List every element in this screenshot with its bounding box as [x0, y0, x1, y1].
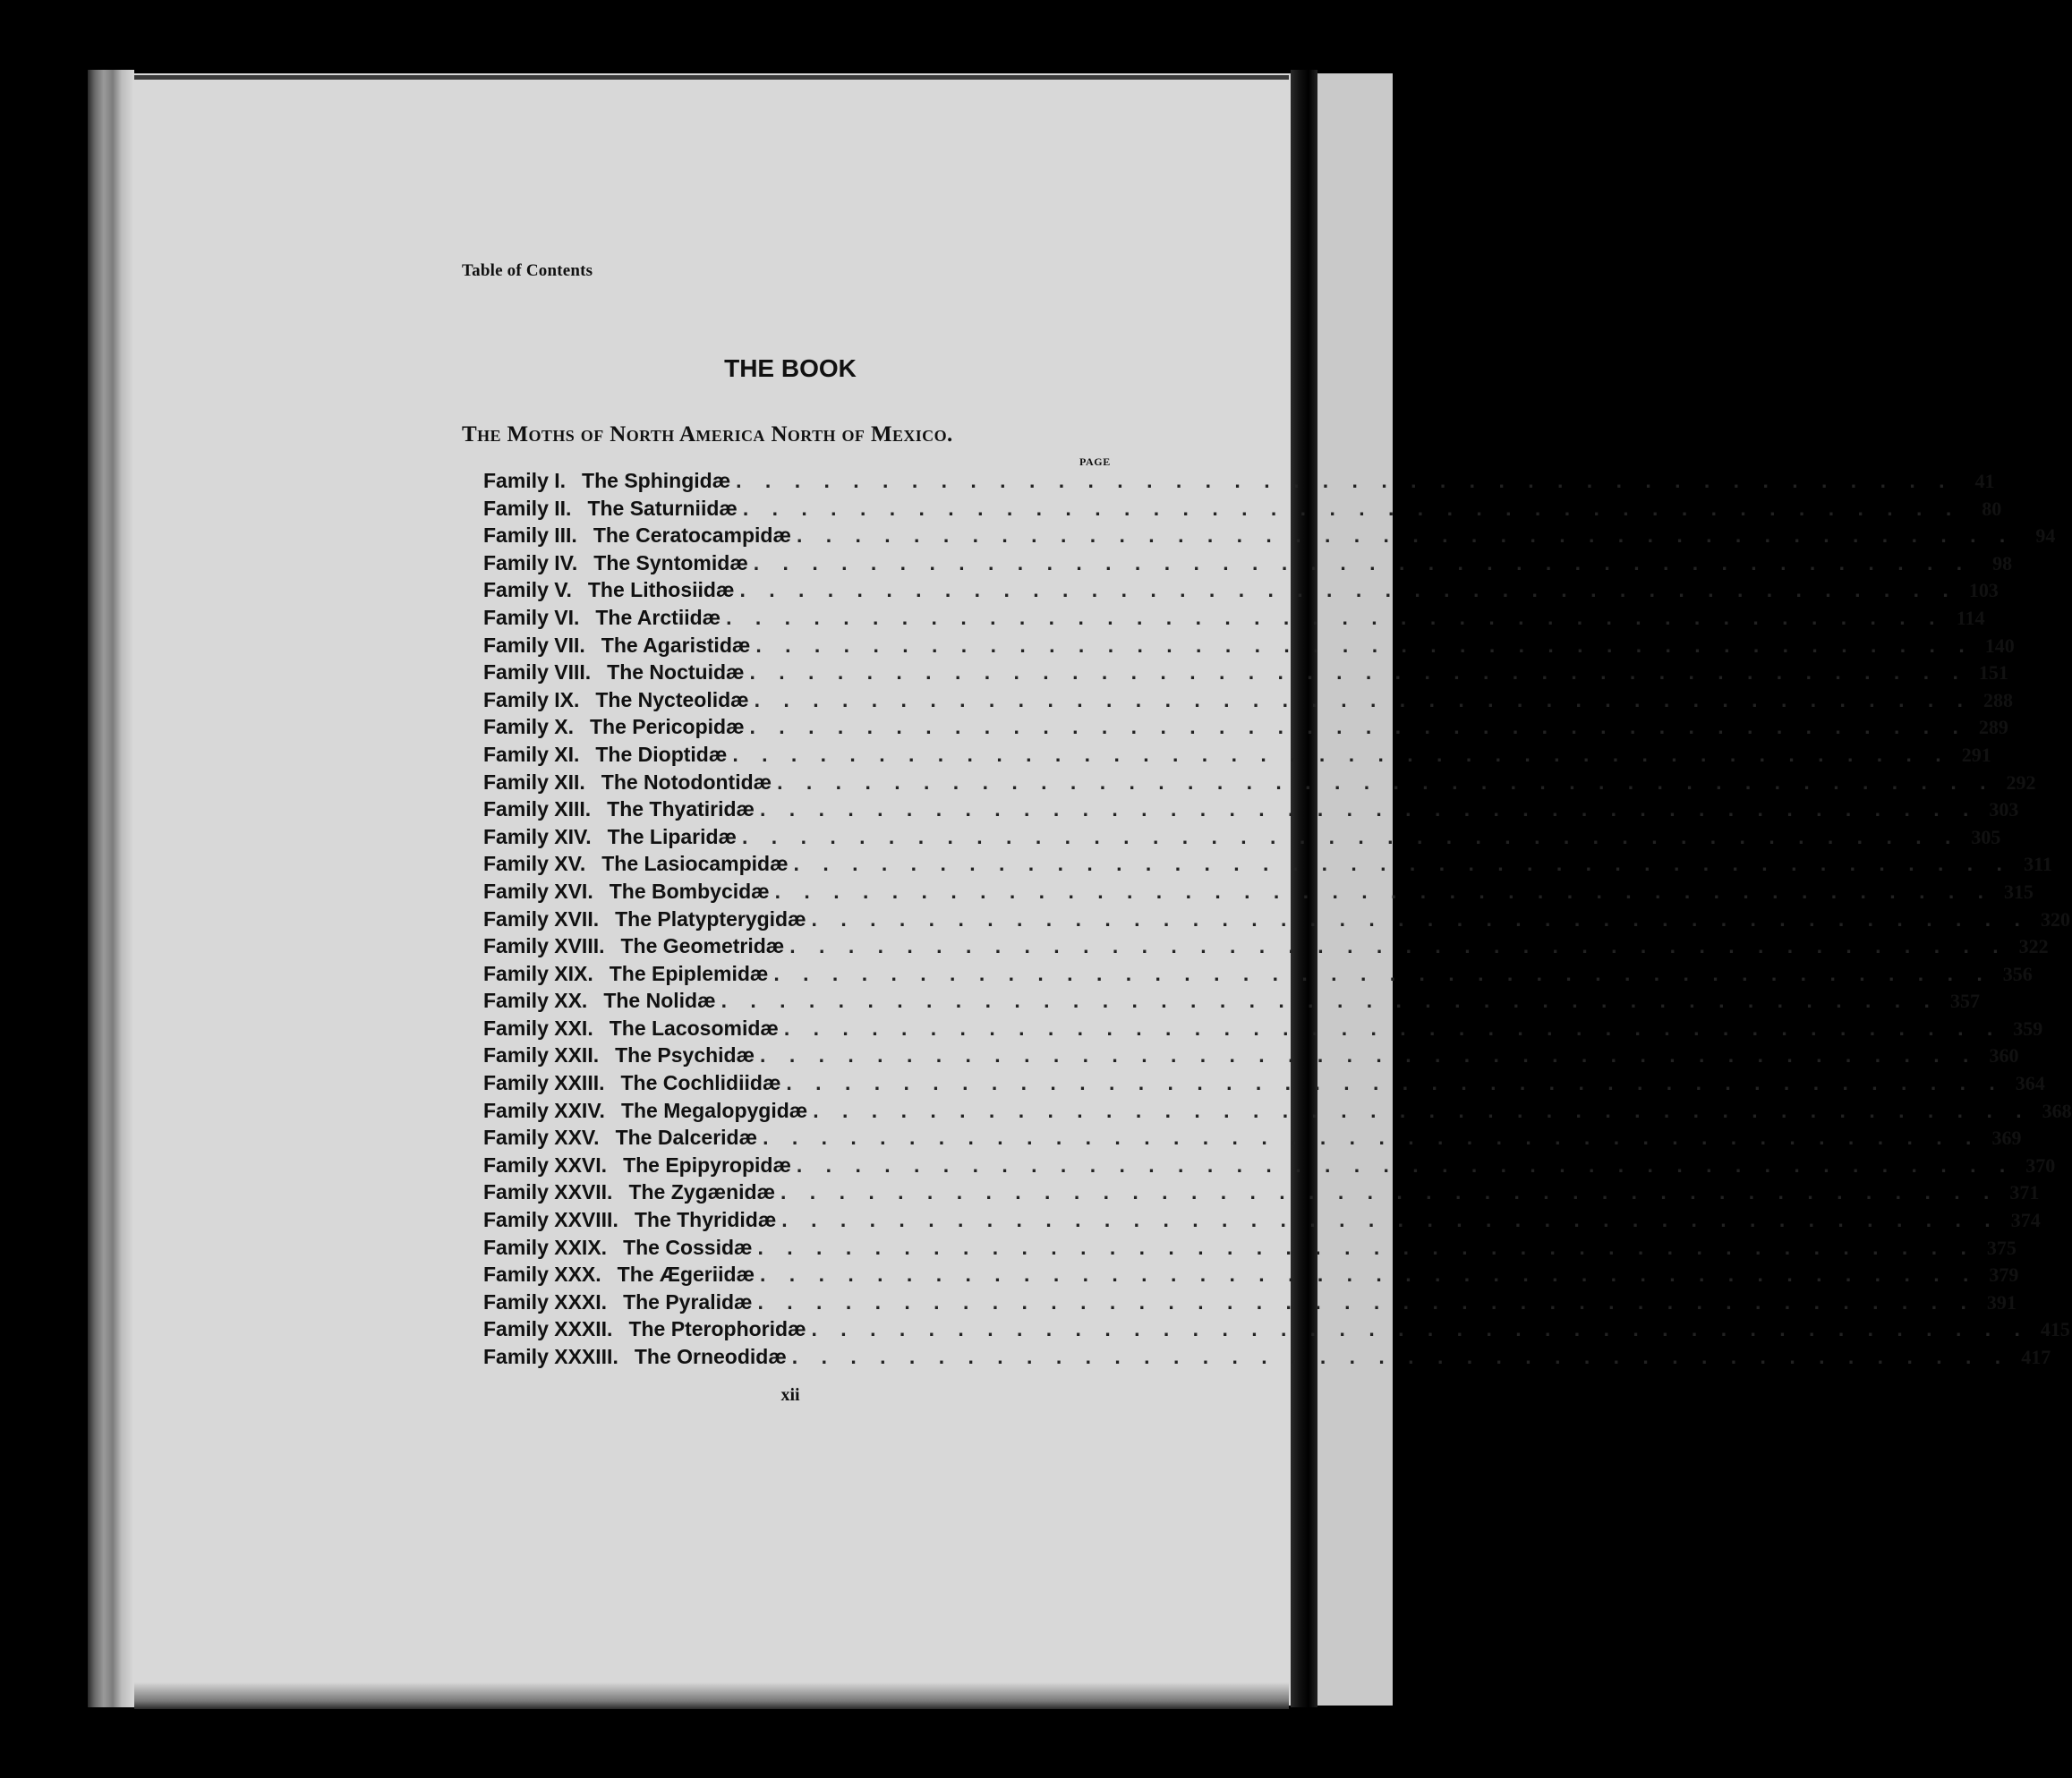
toc-entry	[483, 1345, 2051, 1373]
toc-page-number: 289	[1978, 716, 2008, 739]
toc-family-name: The Lithosiidæ	[587, 578, 735, 602]
toc-page-number: 288	[1983, 688, 2014, 711]
toc-entry	[483, 1317, 2070, 1345]
page-top-edge	[134, 75, 1289, 80]
toc-dot-leader: . . . . . . . . . . . . . . . . . . . . . . . . . . . . . . . . . . . . . . . . . .	[760, 797, 1978, 821]
toc-family-number: Family XXV.	[483, 1126, 600, 1150]
toc-dot-leader: . . . . . . . . . . . . . . . . . . . . . . . . . . . . . . . . . . . . . . . . . .	[813, 1098, 2031, 1122]
toc-family-name: The Arctiidæ	[595, 605, 721, 629]
toc-page-number: 292	[2006, 770, 2036, 794]
toc-family-number: Family XIII.	[483, 797, 592, 821]
toc-entry	[483, 1071, 2045, 1099]
toc-page-number: 41	[1974, 470, 1995, 492]
toc-entry	[483, 961, 2033, 990]
toc-family-name: The Sphingidæ	[582, 469, 731, 492]
toc-dot-leader: . . . . . . . . . . . . . . . . . . . . . . . . . . . . . . . . . . . . . . . . . .	[811, 1317, 2029, 1341]
toc-family-name: The Dioptidæ	[595, 742, 728, 766]
toc-dot-leader: . . . . . . . . . . . . . . . . . . . . . . . . . . . . . . . . . . . . . . . . . .	[791, 1345, 2010, 1368]
toc-dot-leader: . . . . . . . . . . . . . . . . . . . . . . . . . . . . . . . . . . . . . . . . . .	[789, 934, 2008, 958]
toc-page-number: 114	[1956, 606, 1985, 629]
toc-dot-leader: . . . . . . . . . . . . . . . . . . . . . . . . . . . . . . . . . . . . . . . . . .	[760, 1263, 1978, 1287]
toc-dot-leader: . . . . . . . . . . . . . . . . . . . . . . . . . . . . . . . . . . . . . . . . . .	[742, 824, 1960, 848]
toc-entry	[483, 605, 1985, 634]
toc-family-number: Family V.	[483, 578, 572, 602]
toc-dot-leader: . . . . . . . . . . . . . . . . . . . . . . . . . . . . . . . . . . . . . . . . . .	[749, 715, 1967, 739]
toc-family-name: The Syntomidæ	[593, 550, 748, 574]
toc-dot-leader: . . . . . . . . . . . . . . . . . . . . . . . . . . . . . . . . . . . . . . . . . .	[726, 605, 1944, 629]
toc-family-name: The Cochlidiidæ	[620, 1071, 781, 1095]
toc-dot-leader: . . . . . . . . . . . . . . . . . . . . . . . . . . . . . . . . . . . . . . . . . .	[742, 496, 1961, 520]
toc-family-number: Family XXII.	[483, 1043, 600, 1068]
toc-page-number: 368	[2042, 1099, 2072, 1122]
toc-entry	[483, 1235, 2017, 1263]
toc-page-number: 415	[2040, 1318, 2070, 1341]
toc-page-number: 151	[1978, 661, 2008, 685]
running-head: Table of Contents	[462, 261, 593, 280]
toc-dot-leader: . . . . . . . . . . . . . . . . . . . . . . . . . . . . . . . . . . . . . . . . . .	[753, 550, 1972, 574]
toc-page-number: 322	[2018, 935, 2049, 958]
toc-page-number: 305	[1971, 825, 2001, 848]
toc-family-name: The Epiplemidæ	[609, 961, 769, 985]
toc-family-name: The Megalopygidæ	[620, 1098, 808, 1122]
toc-entry	[483, 715, 2008, 743]
toc-family-number: Family XXVII.	[483, 1180, 613, 1204]
toc-dot-leader: . . . . . . . . . . . . . . . . . . . . . . . . . . . . . . . . . . . . . . . . . .	[757, 1235, 1975, 1259]
toc-family-name: The Ceratocampidæ	[593, 523, 791, 548]
toc-family-number: Family XIV.	[483, 824, 592, 848]
toc-family-number: Family XVIII.	[483, 934, 605, 958]
toc-dot-leader: . . . . . . . . . . . . . . . . . . . . . . . . . . . . . . . . . . . . . . . . . .	[760, 1043, 1978, 1068]
toc-entry	[483, 742, 1991, 770]
toc-page-number: 311	[2024, 853, 2052, 876]
toc-family-number: Family XVI.	[483, 879, 593, 903]
toc-family-number: Family XXXIII.	[483, 1345, 618, 1368]
toc-entry	[483, 797, 2019, 825]
toc-dot-leader: . . . . . . . . . . . . . . . . . . . . . . . . . . . . . . . . . . . . . . . . . .	[739, 578, 1957, 602]
toc-entry	[483, 879, 2034, 907]
toc-family-number: Family X.	[483, 715, 574, 739]
toc-page-number: 320	[2040, 907, 2070, 931]
toc-page-number: 370	[2025, 1153, 2056, 1177]
section-title: The Moths of North America North of Mexico.	[462, 422, 953, 447]
toc-page-number: 80	[1982, 497, 2002, 520]
toc-entry	[483, 1043, 2019, 1071]
toc-family-number: Family XXVIII.	[483, 1208, 618, 1232]
toc-family-number: Family XXI.	[483, 1016, 593, 1040]
toc-family-name: The Platypterygidæ	[615, 906, 806, 931]
toc-page-number: 303	[1989, 798, 2019, 821]
toc-family-number: Family I.	[483, 469, 567, 492]
toc-dot-leader: . . . . . . . . . . . . . . . . . . . . . . . . . . . . . . . . . . . . . . . . . .	[754, 687, 1973, 711]
toc-family-name: The Psychidæ	[615, 1043, 755, 1068]
toc-family-name: The Bombycidæ	[609, 879, 770, 903]
toc-family-number: Family XXIX.	[483, 1235, 608, 1259]
toc-page-number: 417	[2021, 1346, 2051, 1368]
toc-family-number: Family IX.	[483, 687, 580, 711]
toc-family-name: The Nycteolidæ	[595, 687, 749, 711]
toc-dot-leader: . . . . . . . . . . . . . . . . . . . . . . . . . . . . . . . . . . . . . . . . . .	[749, 660, 1967, 685]
toc-entry	[483, 1263, 2019, 1290]
toc-family-name: The Epipyropidæ	[623, 1153, 791, 1177]
toc-entry	[483, 852, 2052, 880]
toc-entry	[483, 1153, 2056, 1181]
toc-page-number: 374	[2010, 1209, 2041, 1232]
toc-page-number: 371	[2009, 1181, 2040, 1204]
toc-family-number: Family XXVI.	[483, 1153, 608, 1177]
toc-family-name: The Nolidæ	[603, 989, 716, 1013]
toc-entry	[483, 1016, 2043, 1044]
toc-dot-leader: . . . . . . . . . . . . . . . . . . . . . . . . . . . . . . . . . . . . . . . . . .	[773, 961, 1991, 985]
toc-entry	[483, 1098, 2072, 1127]
toc-dot-leader: . . . . . . . . . . . . . . . . . . . . . . . . . . . . . . . . . . . . . . . . . .	[732, 742, 1950, 766]
toc-family-number: Family VI.	[483, 605, 580, 629]
toc-entry	[483, 687, 2014, 716]
toc-family-number: Family XIX.	[483, 961, 593, 985]
toc-family-name: The Noctuidæ	[607, 660, 745, 685]
toc-entry	[483, 578, 1999, 606]
toc-family-number: Family VII.	[483, 633, 585, 657]
toc-page-number: 375	[1986, 1236, 2017, 1259]
toc-page-number: 391	[1986, 1290, 2017, 1314]
toc-dot-leader: . . . . . . . . . . . . . . . . . . . . . . . . . . . . . . . . . . . . . . . . . .	[796, 523, 2015, 548]
toc-entry	[483, 660, 2008, 688]
toc-page-number: 360	[1989, 1044, 2019, 1068]
toc-entry	[483, 496, 2002, 524]
toc-family-number: Family XII.	[483, 770, 585, 794]
toc-page-number: 364	[2015, 1072, 2045, 1095]
toc-entry	[483, 550, 2013, 579]
toc-family-name: The Agaristidæ	[601, 633, 751, 657]
toc-page-number: 140	[1984, 634, 2015, 657]
toc-entry	[483, 906, 2070, 935]
toc-family-number: Family IV.	[483, 550, 578, 574]
toc-dot-leader: . . . . . . . . . . . . . . . . . . . . . . . . . . . . . . . . . . . . . . . . . .	[811, 906, 2029, 931]
toc-entry	[483, 1208, 2041, 1236]
toc-family-name: The Dalceridæ	[615, 1126, 758, 1150]
toc-dot-leader: . . . . . . . . . . . . . . . . . . . . . . . . . . . . . . . . . . . . . . . . . .	[777, 770, 1995, 794]
toc-page-number: 359	[2013, 1017, 2043, 1040]
toc-family-number: Family XV.	[483, 852, 586, 876]
toc-family-number: Family XXX.	[483, 1263, 601, 1287]
toc-dot-leader: . . . . . . . . . . . . . . . . . . . . . . . . . . . . . . . . . . . . . . . . . .	[774, 879, 1993, 903]
toc-dot-leader: . . . . . . . . . . . . . . . . . . . . . . . . . . . . . . . . . . . . . . . . . .	[755, 633, 1974, 657]
page-folio: xii	[780, 1385, 800, 1405]
toc-dot-leader: . . . . . . . . . . . . . . . . . . . . . . . . . . . . . . . . . . . . . . . . . .	[757, 1289, 1975, 1314]
page-bottom-edge	[134, 1682, 1289, 1709]
toc-family-number: Family XXXI.	[483, 1289, 608, 1314]
toc-entry	[483, 1180, 2040, 1208]
toc-family-number: Family III.	[483, 523, 577, 548]
toc-family-name: The Orneodidæ	[634, 1345, 787, 1368]
toc-entry	[483, 989, 1980, 1017]
toc-family-name: The Notodontidæ	[601, 770, 772, 794]
toc-page-number: 315	[2004, 880, 2034, 903]
toc-dot-leader: . . . . . . . . . . . . . . . . . . . . . . . . . . . . . . . . . . . . . . . . . .	[721, 989, 1939, 1013]
toc-page-number: 94	[2035, 524, 2056, 548]
toc-dot-leader: . . . . . . . . . . . . . . . . . . . . . . . . . . . . . . . . . . . . . . . . . .	[763, 1126, 1981, 1150]
toc-entry	[483, 469, 1995, 497]
toc-family-number: Family XXIII.	[483, 1071, 605, 1095]
toc-family-number: Family XX.	[483, 989, 588, 1013]
book-title: THE BOOK	[724, 354, 857, 382]
toc-family-number: Family XVII.	[483, 906, 600, 931]
toc-family-name: The Ægeriidæ	[617, 1263, 755, 1287]
toc-family-number: Family XXXII.	[483, 1317, 613, 1341]
page-column-label: PAGE	[1079, 455, 1111, 468]
toc-family-name: The Thyrididæ	[634, 1208, 777, 1232]
toc-dot-leader: . . . . . . . . . . . . . . . . . . . . . . . . . . . . . . . . . . . . . . . . . .	[736, 469, 1954, 492]
toc-dot-leader: . . . . . . . . . . . . . . . . . . . . . . . . . . . . . . . . . . . . . . . . . .	[786, 1071, 2004, 1095]
toc-family-name: The Lacosomidæ	[609, 1016, 779, 1040]
toc-dot-leader: . . . . . . . . . . . . . . . . . . . . . . . . . . . . . . . . . . . . . . . . . .	[783, 1016, 2002, 1040]
toc-family-name: The Lasiocampidæ	[601, 852, 789, 876]
toc-dot-leader: . . . . . . . . . . . . . . . . . . . . . . . . . . . . . . . . . . . . . . . . . .	[793, 852, 2011, 876]
toc-page-number: 356	[2002, 962, 2033, 985]
toc-page-number: 98	[1992, 551, 2013, 574]
toc-entry	[483, 523, 2056, 551]
toc-family-name: The Pterophoridæ	[628, 1317, 806, 1341]
toc-page-number: 291	[1961, 743, 1991, 766]
toc-dot-leader: . . . . . . . . . . . . . . . . . . . . . . . . . . . . . . . . . . . . . . . . . .	[796, 1153, 2015, 1177]
toc-family-name: The Pericopidæ	[589, 715, 745, 739]
toc-family-number: Family VIII.	[483, 660, 592, 685]
toc-page-number: 357	[1949, 990, 1980, 1013]
toc-dot-leader: . . . . . . . . . . . . . . . . . . . . . . . . . . . . . . . . . . . . . . . . . .	[781, 1208, 2000, 1232]
toc-entry	[483, 824, 2001, 853]
toc-family-name: The Saturniidæ	[587, 496, 738, 520]
toc-family-number: Family XXIV.	[483, 1098, 605, 1122]
toc-entry	[483, 1289, 2017, 1318]
toc-entry	[483, 633, 2015, 661]
table-of-contents	[483, 469, 2072, 1373]
toc-dot-leader: . . . . . . . . . . . . . . . . . . . . . . . . . . . . . . . . . . . . . . . . . .	[780, 1180, 1999, 1204]
toc-family-name: The Geometridæ	[620, 934, 785, 958]
toc-entry	[483, 770, 2036, 798]
toc-family-number: Family XI.	[483, 742, 580, 766]
toc-page-number: 369	[1991, 1127, 2022, 1150]
toc-family-name: The Liparidæ	[607, 824, 738, 848]
toc-family-name: The Thyatiridæ	[607, 797, 755, 821]
toc-page-number: 103	[1968, 579, 1999, 602]
toc-family-name: The Zygænidæ	[628, 1180, 776, 1204]
toc-entry	[483, 1126, 2022, 1153]
toc-family-name: The Pyralidæ	[623, 1289, 753, 1314]
toc-page-number: 379	[1989, 1263, 2019, 1287]
toc-family-name: The Cossidæ	[623, 1235, 753, 1259]
book-left-edge	[88, 70, 134, 1707]
toc-entry	[483, 934, 2049, 962]
toc-family-number: Family II.	[483, 496, 572, 520]
